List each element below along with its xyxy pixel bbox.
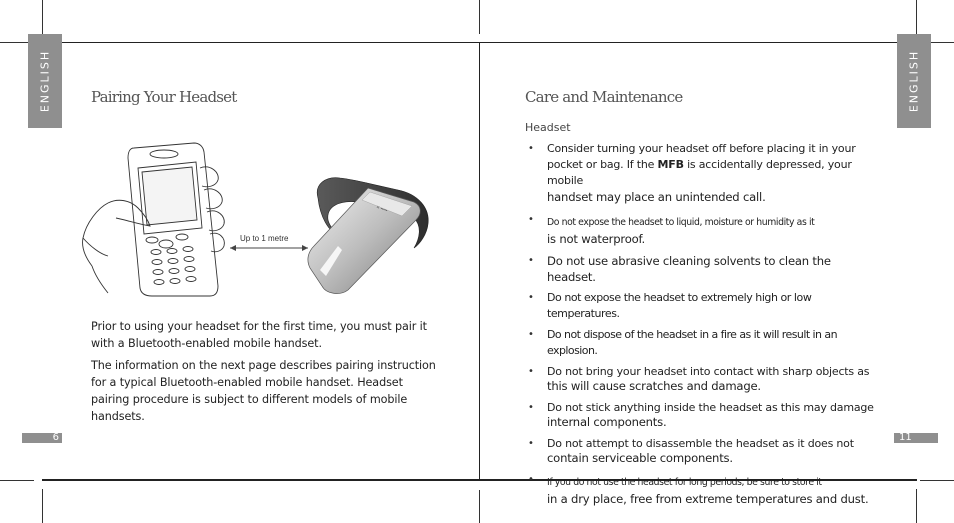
page-title: Care and Maintenance — [525, 88, 683, 106]
list-item: • If you do not use the headset for long periods, be sure to store it in a dry place, free from extreme temperatures and dust. — [528, 474, 869, 506]
list-item: • Consider turning your headset off before placing it in your pocket or bag. If the MFB is accidentally depressed, your mobile handset may place an unintended call. — [528, 142, 856, 204]
headset-image — [308, 178, 428, 294]
list-item: • Do not attempt to disassemble the headset as it does not contain serviceable components. — [528, 437, 854, 465]
crop-mark — [916, 489, 917, 523]
crop-mark — [42, 489, 43, 523]
crop-mark — [920, 480, 954, 481]
page-number-bar-left — [22, 433, 62, 443]
care-instructions-list — [527, 141, 877, 507]
svg-text:✕ •••••: ✕ ••••• — [375, 204, 389, 213]
center-fold — [479, 42, 480, 480]
list-item: • Do not use abrasive cleaning solvents to clean the headset. — [528, 254, 831, 284]
crop-mark — [0, 480, 34, 481]
pairing-illustration — [78, 128, 438, 318]
list-item: • Do not expose the headset to extremely high or low temperatures. — [528, 291, 812, 320]
distance-label: Up to 1 metre — [240, 234, 289, 243]
crop-mark — [916, 0, 917, 34]
bullet-icon: • — [528, 255, 534, 266]
mobile-phone-in-hand — [83, 143, 225, 296]
crop-mark — [42, 0, 43, 34]
crop-mark — [479, 0, 480, 34]
distance-indicator — [230, 245, 308, 251]
bullet-icon: • — [528, 438, 534, 449]
bullet-icon: • — [528, 143, 534, 154]
page-number: 6 — [52, 432, 59, 443]
bullet-icon: • — [528, 366, 534, 377]
list-item: • Do not bring your headset into contact with sharp objects as this will cause scratches and damage. — [528, 365, 870, 393]
list-item: • Do not dispose of the headset in a fire as it will result in an explosion. — [528, 328, 838, 357]
language-tab-left — [28, 34, 62, 128]
language-tab-right — [897, 34, 931, 128]
bullet-icon: • — [528, 402, 534, 413]
bullet-icon: • — [528, 292, 534, 303]
intro-paragraph: Prior to using your headset for the first time, you must pair it with a Bluetooth-enabled mobile handset. — [91, 320, 427, 350]
bullet-icon: • — [528, 474, 534, 485]
info-paragraph: The information on the next page describes pairing instruction for a typical Bluetooth-enabled mobile handset. Headset pairing procedure is subject to different models of mobile handsets. — [91, 359, 436, 423]
list-item: • Do not stick anything inside the headset as this may damage internal components. — [528, 401, 874, 429]
page-number: 11 — [899, 432, 912, 443]
page-title: Pairing Your Headset — [91, 88, 237, 106]
section-heading: Headset — [525, 121, 571, 134]
language-tab-label: ENGLISH — [907, 49, 921, 113]
language-tab-label: ENGLISH — [38, 49, 52, 113]
list-item: • Do not expose the headset to liquid, moisture or humidity as it is not waterproof. — [528, 214, 815, 246]
page-number-bar-right — [894, 433, 938, 443]
bullet-icon: • — [528, 329, 534, 340]
mfb-term: MFB — [657, 158, 684, 171]
crop-mark — [479, 490, 480, 523]
bullet-icon: • — [528, 214, 534, 225]
